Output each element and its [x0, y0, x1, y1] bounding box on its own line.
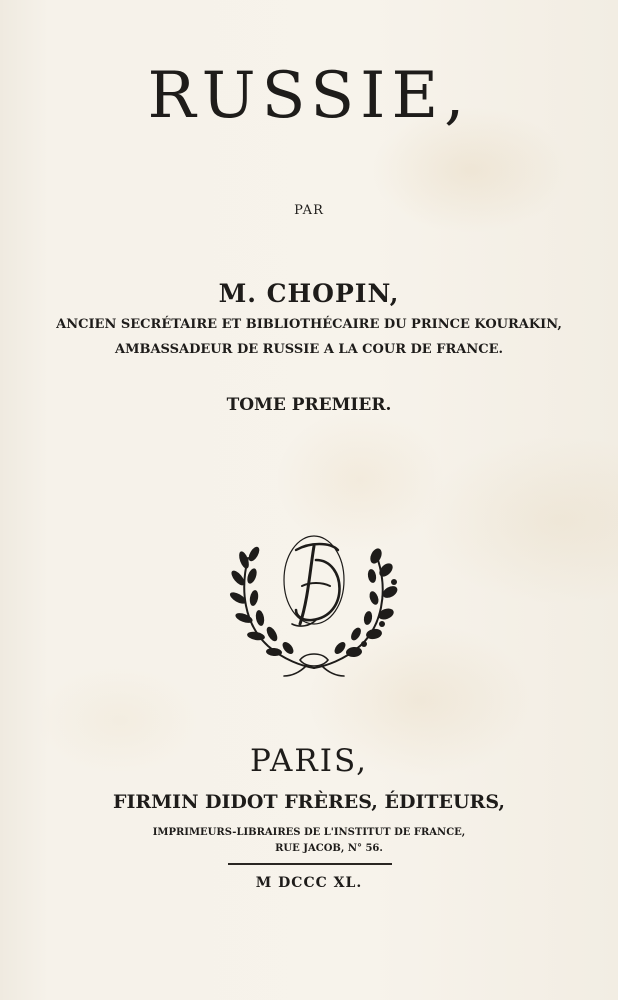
volume-label: TOME PREMIER. — [226, 395, 392, 415]
author-name: M. CHOPIN, — [218, 279, 400, 308]
printers-line: IMPRIMEURS-LIBRAIRES DE L'INSTITUT DE FRANCE, — [152, 827, 466, 838]
divider-rule — [228, 863, 392, 865]
book-title: RUSSIE, — [147, 59, 471, 133]
author-role-line-2: AMBASSADEUR DE RUSSIE A LA COUR DE FRANCE. — [114, 342, 504, 357]
byline: PAR — [294, 203, 324, 218]
monogram-wreath-icon — [226, 520, 402, 680]
publication-city: PARIS, — [250, 743, 368, 779]
author-role-line-1: ANCIEN SECRÉTAIRE ET BIBLIOTHÉCAIRE DU PRINCE KOURAKIN, — [56, 317, 562, 332]
publication-year: M DCCC XL. — [255, 875, 363, 891]
publisher-address: RUE JACOB, N° 56. — [275, 843, 383, 854]
publisher-name: FIRMIN DIDOT FRÈRES, ÉDITEURS, — [112, 791, 505, 813]
